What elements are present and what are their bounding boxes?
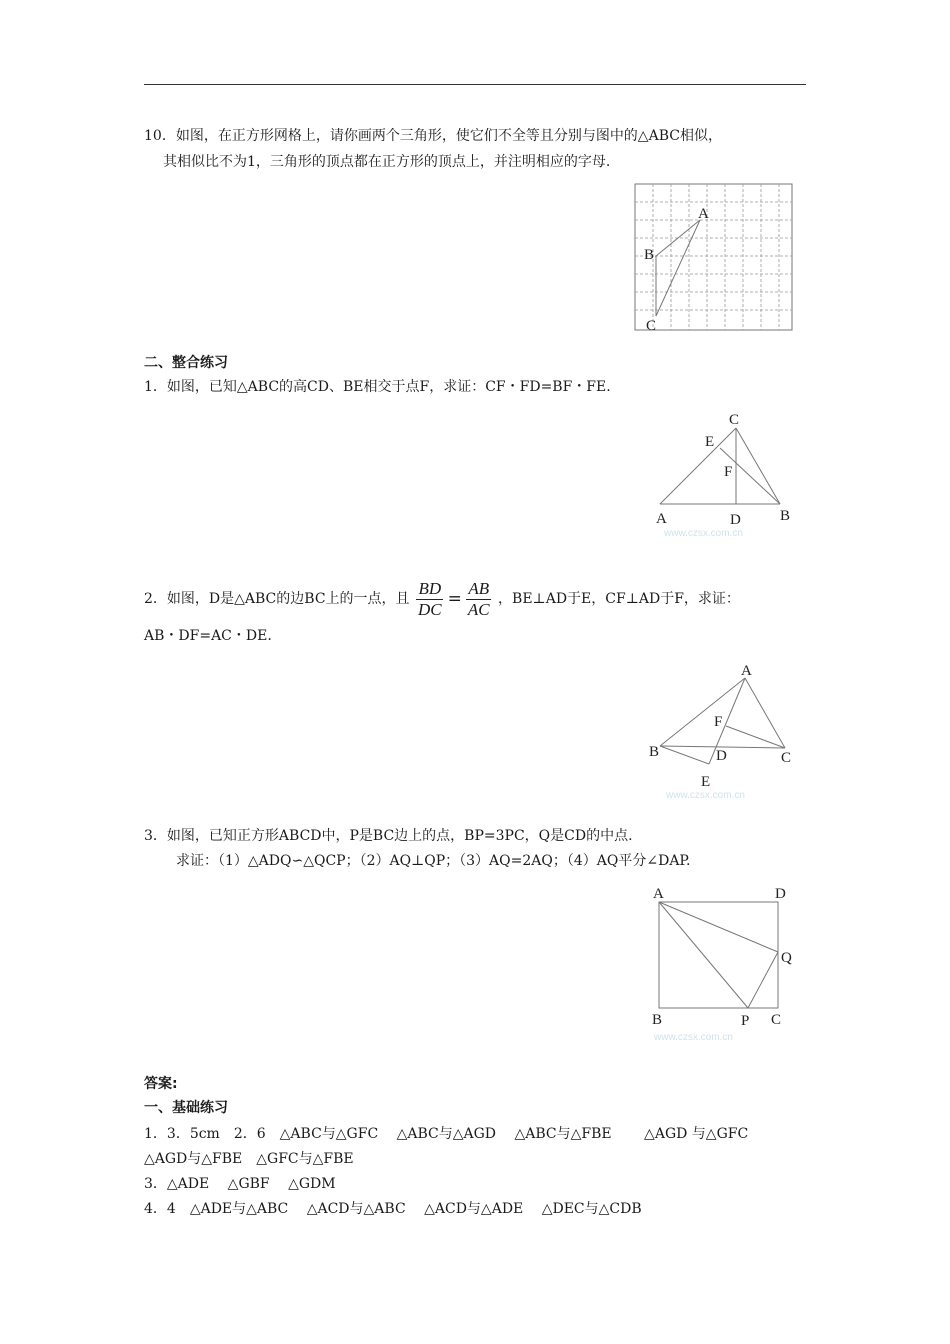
q10-label-b: B <box>644 247 655 263</box>
header-rule <box>144 84 806 85</box>
p3-label-b: B <box>652 1012 663 1028</box>
p3-label-c: C <box>771 1012 782 1028</box>
p1-figure <box>650 408 800 540</box>
answers-line-2: △AGD与△FBE △GFC与△FBE <box>144 1151 354 1167</box>
p2-label-d: D <box>716 748 727 764</box>
p3-label-q: Q <box>781 950 792 966</box>
p2-perp-cf <box>726 726 785 748</box>
p2-frac2-numerator: AB <box>468 578 490 598</box>
p2-figure <box>640 656 800 802</box>
p2-perp-be <box>660 746 709 764</box>
q10-label-a: A <box>698 206 709 222</box>
p1-label-a: A <box>656 511 667 527</box>
p3-label-d: D <box>775 886 786 902</box>
p2-fraction-ab-ac <box>466 579 492 620</box>
p2-watermark: www.czsx.com.cn <box>666 790 745 801</box>
p1-side-cb <box>736 428 780 504</box>
answers-line-4: 4．4 △ADE与△ABC △ACD与△ABC △ACD与△ADE △DEC与△CDB <box>144 1201 642 1217</box>
p3-segment-ap <box>659 902 748 1008</box>
p2-side-ac <box>745 678 785 748</box>
p3-label-p: P <box>741 1013 750 1029</box>
p3-watermark: www.czsx.com.cn <box>654 1032 733 1043</box>
q10-line-2: 其相似比不为1，三角形的顶点都在正方形的顶点上，并注明相应的字母. <box>163 154 611 170</box>
p2-side-ba <box>660 678 745 746</box>
p2-frac1-denominator: DC <box>417 599 442 619</box>
p1-label-e: E <box>705 434 715 450</box>
p2-text-before: 2．如图，D是△ABC的边BC上的一点，且 <box>144 591 410 607</box>
q10-grid-figure <box>630 184 796 336</box>
p2-text-after: ，BE⊥AD于E，CF⊥AD于F，求证： <box>498 591 740 607</box>
q10-line-1: 10．如图，在正方形网格上，请你画两个三角形，使它们不全等且分别与图中的△ABC相似， <box>144 128 722 144</box>
p1-label-f: F <box>724 464 733 480</box>
p2-equals-sign: = <box>447 589 462 609</box>
p3-segment-aq <box>659 902 778 952</box>
p2-line-1 <box>144 577 740 621</box>
answers-line-1: 1．3．5cm 2．6 △ABC与△GFC △ABC与△AGD △ABC与△FBE △AGD 与△GFC <box>144 1126 749 1142</box>
p2-label-c: C <box>781 750 792 766</box>
p1-label-b: B <box>780 508 791 524</box>
p3-label-a: A <box>653 886 664 902</box>
p2-label-b: B <box>649 744 660 760</box>
p1-watermark: www.czsx.com.cn <box>664 528 743 539</box>
p2-line-2: AB・DF=AC・DE. <box>144 628 272 644</box>
p2-frac2-denominator: AC <box>467 599 490 619</box>
p3-line-1: 3．如图，已知正方形ABCD中，P是BC边上的点，BP=3PC，Q是CD的中点. <box>144 828 633 844</box>
p1-label-d: D <box>730 512 741 528</box>
p1-label-c: C <box>729 412 740 428</box>
p3-line-2: 求证：（1）△ADQ∽△QCP；（2）AQ⊥QP；（3）AQ=2AQ；（4）AQ平分∠DAP. <box>176 853 691 869</box>
p2-label-e: E <box>701 774 711 790</box>
p3-square-abcd <box>659 902 778 1008</box>
answers-section1-title: 一、基础练习 <box>144 1100 228 1116</box>
p2-fraction-bd-dc <box>416 579 444 620</box>
p3-segment-qp <box>748 952 778 1008</box>
answers-line-3: 3．△ADE △GBF △GDM <box>144 1176 336 1192</box>
q10-segment-ca <box>656 220 700 316</box>
answers-title: 答案: <box>144 1076 178 1092</box>
p3-figure <box>648 882 802 1042</box>
p2-frac1-numerator: BD <box>418 578 442 598</box>
p2-label-a: A <box>741 663 752 679</box>
section2-title: 二、整合练习 <box>144 355 228 371</box>
q10-label-c: C <box>646 318 657 334</box>
p1-text: 1．如图，已知△ABC的高CD、BE相交于点F，求证：CF・FD=BF・FE. <box>144 379 611 395</box>
p2-label-f: F <box>714 714 723 730</box>
